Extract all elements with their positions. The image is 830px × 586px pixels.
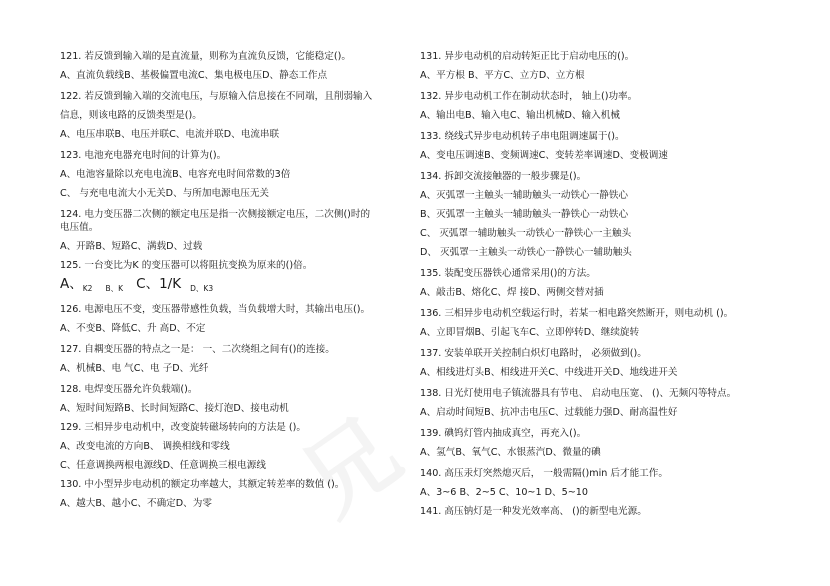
question-137: 137. 安装单联开关控制白炽灯电路时， 必须做到()。	[420, 348, 647, 359]
question-138: 138. 日光灯使用电子镇流器具有节电、 启动电压宽、 ()、无频闪等特点。	[420, 388, 737, 399]
options-121: A、直流负载线B、基极偏置电流C、集电极电压D、静态工作点	[60, 70, 328, 81]
options-129-cd: C、任意调换两根电源线D、任意调换三根电源线	[60, 460, 266, 471]
options-134-c: C、 灭弧罩一辅助触头一动铁心一静铁心一主触头	[420, 228, 632, 239]
options-128: A、短时间短路B、长时间短路C、接灯泡D、接电动机	[60, 403, 289, 414]
option-b: B、K	[105, 284, 124, 293]
options-129-ab: A、改变电流的方向B、 调换相线和零线	[60, 441, 230, 452]
options-134-d: D、 灭弧罩一主触头一动铁心一静铁心一辅助触头	[420, 247, 632, 258]
options-123-cd: C、 与充电电流大小无关D、与所加电源电压无关	[60, 188, 270, 199]
options-131: A、平方根 B、平方C、立方D、立方根	[420, 70, 585, 81]
question-124: 124. 电力变压器二次侧的额定电压是指一次侧接额定电压，二次侧()时的	[60, 209, 371, 220]
question-133: 133. 绕线式异步电动机转子串电阻调速属于()。	[420, 131, 625, 142]
question-141: 141. 高压钠灯是一种发光效率高、 ()的新型电光源。	[420, 506, 647, 517]
question-139: 139. 碘钨灯管内抽成真空，再充入()。	[420, 428, 587, 439]
option-a-value: K2	[82, 284, 93, 293]
right-column	[420, 50, 772, 518]
left-column	[60, 50, 412, 510]
options-122: A、电压串联B、电压并联C、电流并联D、电流串联	[60, 129, 280, 140]
question-140: 140. 高压汞灯突然熄灭后， 一般需隔()min 后才能工作。	[420, 468, 668, 479]
option-c: C、1/K	[136, 276, 182, 292]
question-131: 131. 异步电动机的启动转矩正比于启动电压的()。	[420, 51, 635, 62]
options-135: A、敲击B、熔化C、焊 接D、两侧交替对插	[420, 287, 604, 298]
question-129: 129. 三相异步电动机中，改变旋转磁场转向的方法是 ()。	[60, 422, 307, 433]
question-123: 123. 电池充电器充电时间的计算为()。	[60, 150, 227, 161]
options-123-ab: A、电池容量除以充电电流B、电容充电时间常数的3倍	[60, 169, 291, 180]
option-d: D、K3	[190, 284, 214, 293]
options-125	[60, 278, 412, 295]
question-130: 130. 中小型异步电动机的额定功率越大，其额定转差率的数值 ()。	[60, 479, 345, 490]
options-132: A、输出电B、输入电C、输出机械D、输入机械	[420, 110, 620, 121]
question-127: 127. 自耦变压器的特点之一是： 一、二次绕组之间有()的连接。	[60, 344, 335, 355]
question-132: 132. 异步电动机工作在制动状态时， 轴上()功率。	[420, 91, 638, 102]
question-125: 125. 一台变比为K 的变压器可以将阻抗变换为原来的()倍。	[60, 260, 313, 271]
options-133: A、变电压调速B、变频调速C、变转差率调速D、变极调速	[420, 150, 668, 161]
question-126: 126. 电源电压不变，变压器带感性负载，当负载增大时，其输出电压()。	[60, 304, 371, 315]
question-134: 134. 拆卸交流接触器的一般步骤是()。	[420, 171, 587, 182]
question-122-cont: 信息，则该电路的反馈类型是()。	[60, 110, 202, 121]
question-128: 128. 电焊变压器允许负载端()。	[60, 384, 198, 395]
options-138: A、启动时间短B、抗冲击电压C、过载能力强D、耐高温性好	[420, 407, 678, 418]
options-136: A、立即冒烟B、引起飞车C、立即停转D、继续旋转	[420, 327, 640, 338]
question-122: 122. 若反馈到输入端的交流电压，与原输入信息接在不同端，且削弱输入	[60, 91, 373, 102]
options-134-a: A、灭弧罩一主触头一辅助触头一动铁心一静铁心	[420, 190, 629, 201]
option-a-label: A、	[60, 276, 83, 292]
question-124-cont: 电压值。	[60, 222, 99, 233]
options-124: A、开路B、短路C、满载D、过载	[60, 241, 203, 252]
options-134-b: B、灭弧罩一主触头一辅助触头一静铁心一动铁心	[420, 209, 629, 220]
options-126: A、不变B、降低C、升 高D、不定	[60, 323, 206, 334]
options-137: A、相线进灯头B、相线进开关C、中线进开关D、地线进开关	[420, 367, 678, 378]
options-140: A、3~6 B、2~5 C、10~1 D、5~10	[420, 487, 588, 498]
options-139: A、氢气B、氧气C、水银蒸汽D、微量的碘	[420, 447, 601, 458]
question-136: 136. 三相异步电动机空载运行时，若某一相电路突然断开，则电动机 ()。	[420, 308, 734, 319]
options-130: A、越大B、越小C、不确定D、为零	[60, 498, 212, 509]
options-127: A、机械B、电 气C、电 子D、光纤	[60, 363, 209, 374]
question-135: 135. 装配变压器铁心通常采用()的方法。	[420, 268, 596, 279]
question-121: 121. 若反馈到输入端的是直流量，则称为直流负反馈，它能稳定()。	[60, 51, 351, 62]
